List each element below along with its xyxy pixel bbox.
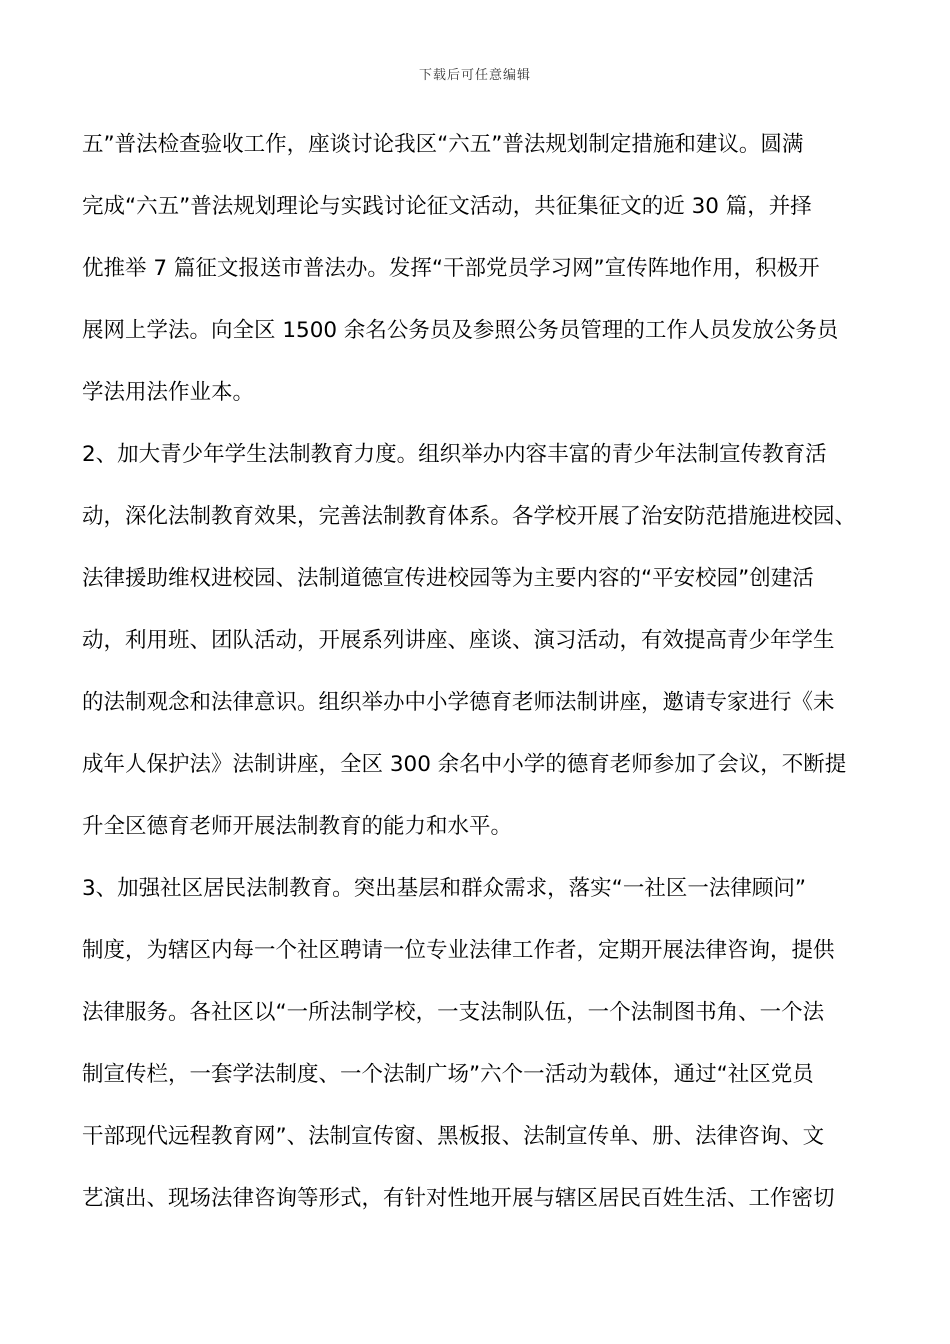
text-line: 干部现代远程教育网”、法制宣传窗、黑板报、法制宣传单、册、法律咨询、文 xyxy=(82,1124,825,1149)
document-body xyxy=(82,114,882,1230)
text-line: 法律援助维权进校园、法制道德宣传进校园等为主要内容的“平安校园”创建活 xyxy=(82,566,814,591)
text-line: 成年人保护法》法制讲座，全区 300 余名中小学的德育老师参加了会议，不断提 xyxy=(82,752,847,777)
text-line: 3、加强社区居民法制教育。突出基层和群众需求，落实“一社区一法律顾问” xyxy=(82,876,806,901)
text-line: 动，深化法制教育效果，完善法制教育体系。各学校开展了治安防范措施进校园、 xyxy=(82,504,857,529)
text-line: 升全区德育老师开展法制教育的能力和水平。 xyxy=(82,814,513,839)
text-line: 学法用法作业本。 xyxy=(82,380,255,405)
text-line: 五”普法检查验收工作，座谈讨论我区“六五”普法规划制定措施和建议。圆满 xyxy=(82,132,804,157)
page-header: 下载后可任意编辑 xyxy=(418,68,531,83)
text-line: 艺演出、现场法律咨询等形式，有针对性地开展与辖区居民百姓生活、工作密切 xyxy=(82,1186,835,1211)
text-line: 展网上学法。向全区 1500 余名公务员及参照公务员管理的工作人员发放公务员 xyxy=(82,318,839,343)
text-line: 制度，为辖区内每一个社区聘请一位专业法律工作者，定期开展法律咨询，提供 xyxy=(82,938,835,963)
text-line: 动，利用班、团队活动，开展系列讲座、座谈、演习活动，有效提高青少年学生 xyxy=(82,628,835,653)
text-line: 完成“六五”普法规划理论与实践讨论征文活动，共征集征文的近 30 篇，并择 xyxy=(82,194,812,219)
text-line: 制宣传栏，一套学法制度、一个法制广场”六个一活动为载体，通过“社区党员 xyxy=(82,1062,814,1087)
text-line: 法律服务。各社区以“一所法制学校，一支法制队伍，一个法制图书角、一个法 xyxy=(82,1000,825,1025)
text-line: 优推举 7 篇征文报送市普法办。发挥“干部党员学习网”宣传阵地作用，积极开 xyxy=(82,256,820,281)
text-line: 2、加大青少年学生法制教育力度。组织举办内容丰富的青少年法制宣传教育活 xyxy=(82,442,827,467)
text-line: 的法制观念和法律意识。组织举办中小学德育老师法制讲座，邀请专家进行《未 xyxy=(82,690,835,715)
